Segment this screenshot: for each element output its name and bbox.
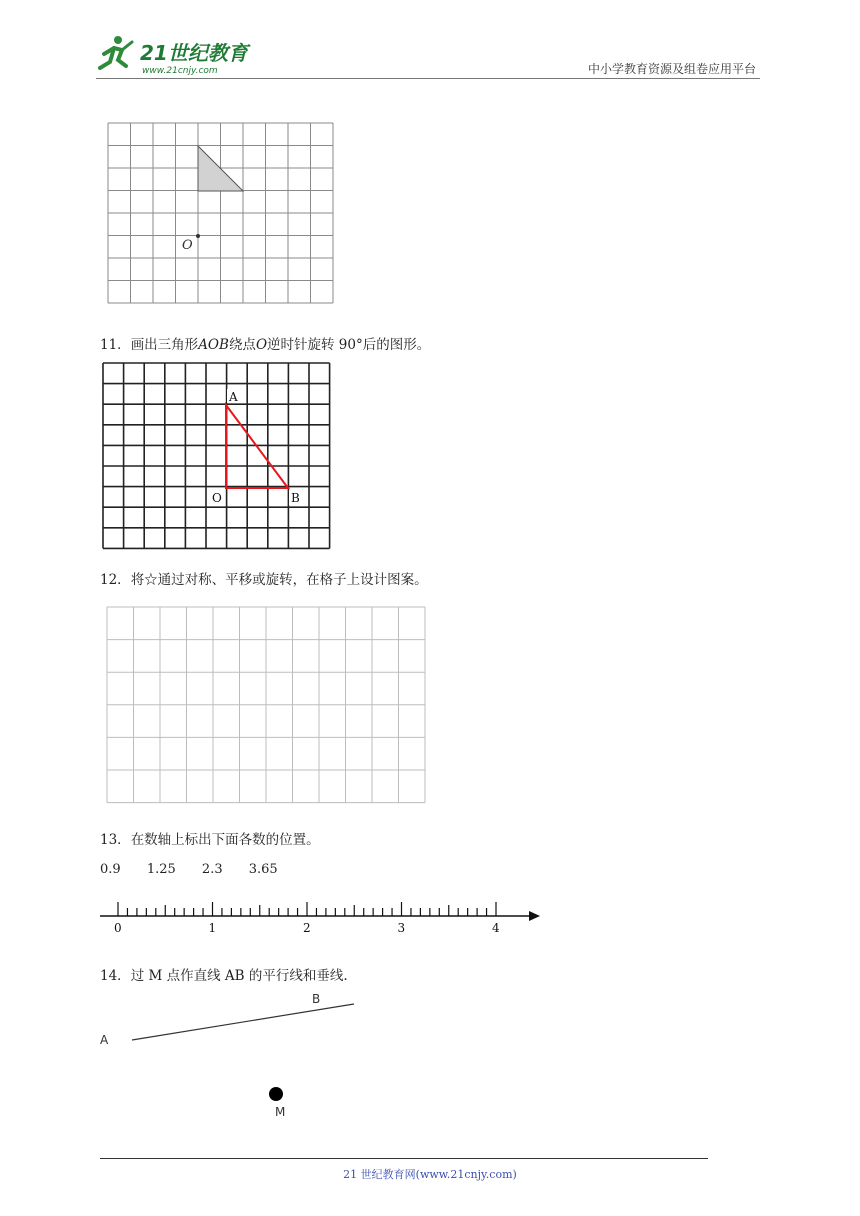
logo-url: www.21cnjy.com bbox=[142, 66, 218, 76]
footer-divider bbox=[100, 1158, 708, 1159]
question-13 bbox=[100, 828, 320, 848]
point-o bbox=[196, 234, 200, 238]
label-o: O bbox=[212, 491, 222, 505]
grid-figure-q10 bbox=[104, 118, 340, 308]
label-m: M bbox=[275, 1105, 286, 1119]
footer-text: 21 世纪教育网(www.21cnjy.com) bbox=[343, 1168, 517, 1181]
platform-name: 中小学教育资源及组卷应用平台 bbox=[587, 62, 756, 76]
q13-number-item: 3.65 bbox=[248, 862, 278, 877]
q11-text-mid: 绕点 bbox=[228, 337, 256, 353]
point-m bbox=[269, 1087, 283, 1101]
number-line-label: 1 bbox=[208, 921, 217, 935]
label-b: B bbox=[291, 491, 300, 505]
number-line-arrow bbox=[529, 911, 540, 921]
number-line[interactable] bbox=[98, 886, 544, 938]
number-line-label: 0 bbox=[114, 921, 122, 935]
label-a: A bbox=[229, 390, 238, 404]
number-line-label: 2 bbox=[303, 921, 311, 935]
number-line-label: 3 bbox=[397, 921, 406, 935]
question-14 bbox=[100, 964, 348, 984]
q11-point: O bbox=[255, 337, 268, 353]
logo-text: 21世纪教育 bbox=[140, 41, 248, 65]
header-divider bbox=[96, 78, 760, 79]
q11-text-after: 逆时针旋转 90°后的图形。 bbox=[267, 337, 431, 353]
q13-number-item: 2.3 bbox=[201, 862, 223, 877]
q14-text: 过 M 点作直线 AB 的平行线和垂线. bbox=[130, 968, 348, 984]
q12-text: 将☆通过对称、平移或旋转，在格子上设计图案。 bbox=[130, 572, 428, 588]
q12-number: 12． bbox=[100, 572, 131, 588]
q13-number-item: 1.25 bbox=[146, 862, 176, 877]
question-12 bbox=[100, 568, 428, 588]
number-line-label: 4 bbox=[492, 921, 500, 935]
site-logo bbox=[96, 30, 256, 78]
q11-number: 11． bbox=[100, 337, 131, 353]
q13-number-list bbox=[100, 862, 300, 877]
q13-number: 13． bbox=[100, 832, 131, 848]
line-ab bbox=[132, 1004, 354, 1040]
q13-text: 在数轴上标出下面各数的位置。 bbox=[130, 832, 320, 848]
label-b: B bbox=[312, 992, 321, 1006]
q14-number: 14． bbox=[100, 968, 131, 984]
q11-triangle-name: AOB bbox=[198, 337, 229, 353]
question-11 bbox=[100, 333, 430, 353]
label-a: A bbox=[100, 1033, 109, 1047]
point-o-label: O bbox=[182, 238, 193, 253]
grid-figure-q11 bbox=[101, 361, 333, 553]
q13-number-item: 0.9 bbox=[100, 862, 121, 877]
q11-text-before: 画出三角形 bbox=[130, 337, 199, 353]
grid-figure-q12[interactable] bbox=[106, 606, 426, 804]
red-triangle-aob bbox=[226, 405, 288, 488]
line-ab-figure bbox=[96, 990, 376, 1120]
